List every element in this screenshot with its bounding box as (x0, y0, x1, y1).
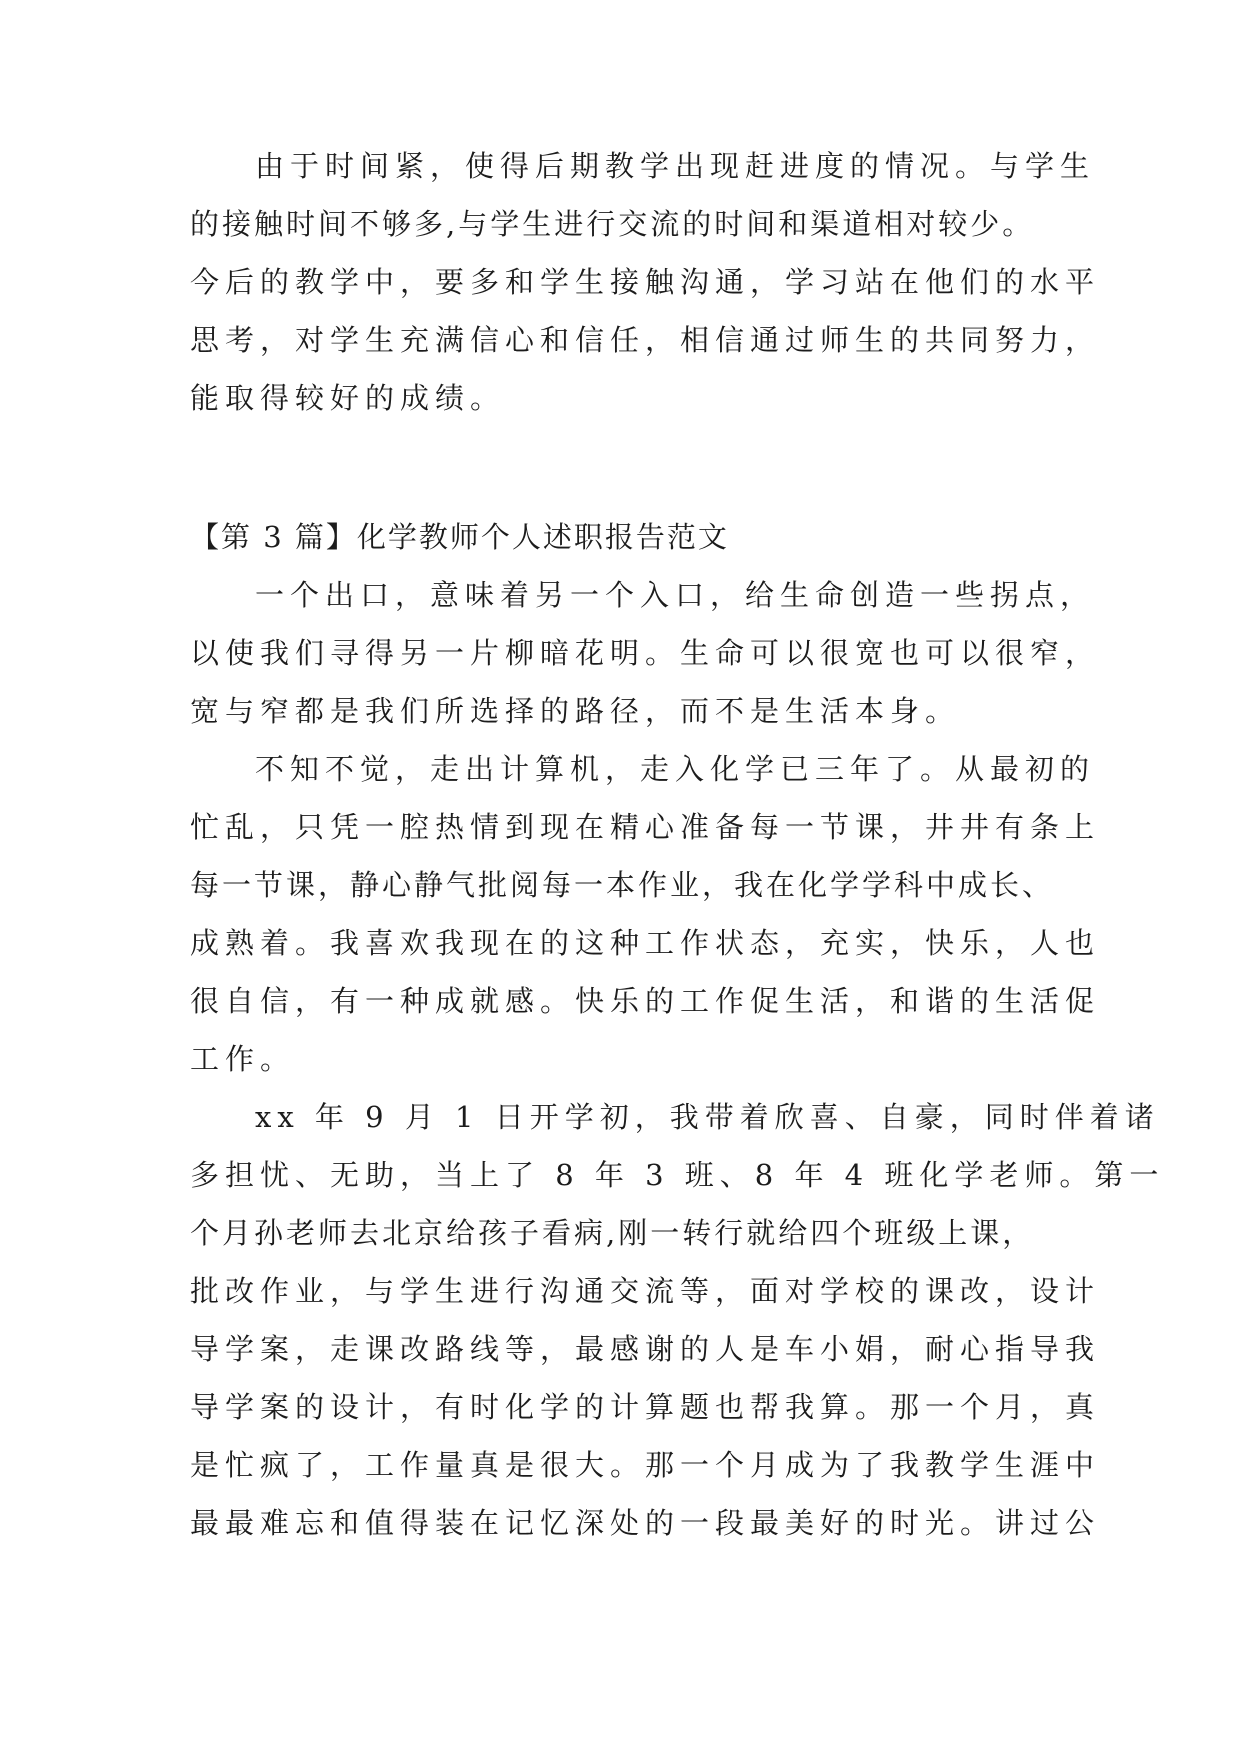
text-line: xx 年 9 月 1 日开学初，我带着欣喜、自豪，同时伴着诸 (255, 1100, 1160, 1134)
text-line: 很自信，有一种成就感。快乐的工作促生活，和谐的生活促 (190, 984, 1101, 1018)
text-line: 思考，对学生充满信心和信任，相信通过师生的共同努力， (190, 323, 1101, 357)
text-line: 宽与窄都是我们所选择的路径，而不是生活本身。 (190, 694, 961, 728)
text-line: 的接触时间不够多,与学生进行交流的时间和渠道相对较少。 (190, 207, 1035, 241)
text-line: 最最难忘和值得装在记忆深处的一段最美好的时光。讲过公 (190, 1506, 1101, 1540)
text-line: 导学案，走课改路线等，最感谢的人是车小娟，耐心指导我 (190, 1332, 1101, 1366)
text-line: 不知不觉，走出计算机，走入化学已三年了。从最初的 (255, 752, 1096, 786)
text-line: 今后的教学中，要多和学生接触沟通，学习站在他们的水平 (190, 265, 1101, 299)
text-line: 工作。 (190, 1042, 296, 1076)
text-line: 批改作业，与学生进行沟通交流等，面对学校的课改，设计 (190, 1274, 1101, 1308)
text-line: 忙乱，只凭一腔热情到现在精心准备每一节课，井井有条上 (190, 810, 1101, 844)
section-title: 【第 3 篇】化学教师个人述职报告范文 (190, 520, 729, 554)
text-line: 是忙疯了，工作量真是很大。那一个月成为了我教学生涯中 (190, 1448, 1101, 1482)
text-line: 能取得较好的成绩。 (190, 381, 506, 415)
text-line: 导学案的设计，有时化学的计算题也帮我算。那一个月，真 (190, 1390, 1101, 1424)
text-line: 每一节课，静心静气批阅每一本作业，我在化学学科中成长、 (190, 868, 1055, 902)
text-line: 一个出口，意味着另一个入口，给生命创造一些拐点， (255, 578, 1096, 612)
text-line: 多担忧、无助，当上了 8 年 3 班、8 年 4 班化学老师。第一 (190, 1158, 1165, 1192)
text-line: 个月孙老师去北京给孩子看病,刚一转行就给四个班级上课， (190, 1216, 1035, 1250)
text-line: 以使我们寻得另一片柳暗花明。生命可以很宽也可以很窄， (190, 636, 1101, 670)
text-line: 成熟着。我喜欢我现在的这种工作状态，充实，快乐，人也 (190, 926, 1101, 960)
text-line: 由于时间紧，使得后期教学出现赶进度的情况。与学生 (255, 149, 1096, 183)
